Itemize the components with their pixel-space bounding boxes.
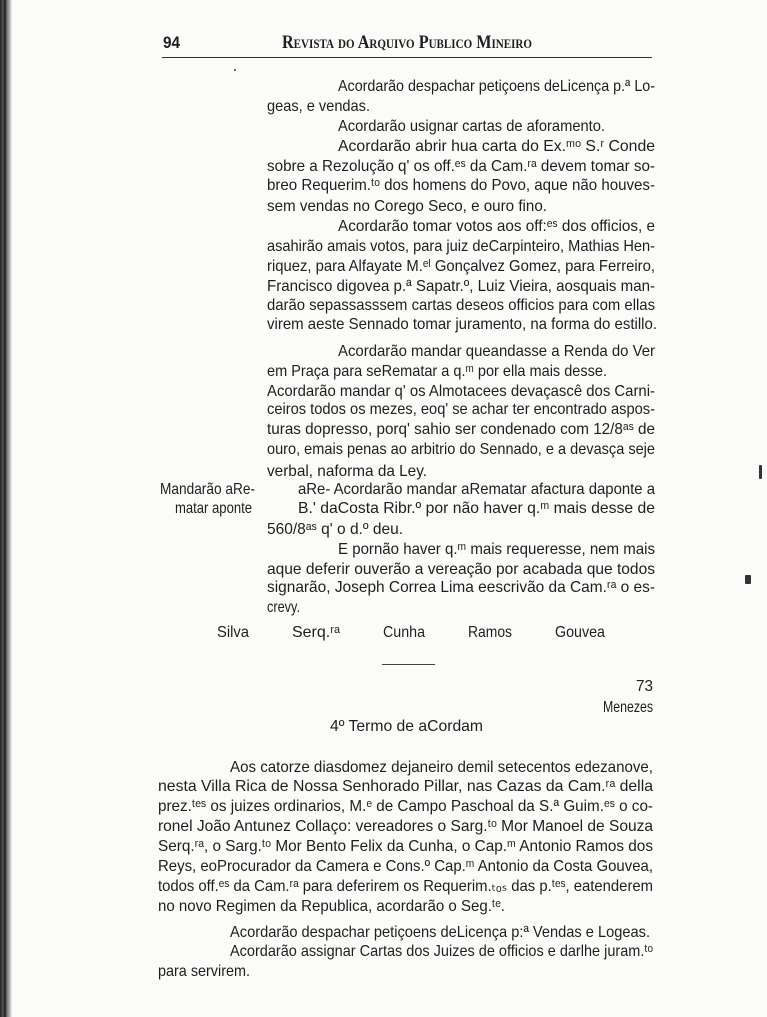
text-line: sem vendas no Corego Seco, e ouro fino. [267, 198, 547, 215]
text-line: aque deferir ouverão a vereação por acabada que todos [267, 561, 655, 578]
text-line: verbal, naforma da Ley. [267, 463, 427, 480]
text-line: Serq.ʳᵃ, o Sarg.ᵗᵒ Mor Bento Felix da Cunha, o Cap.ᵐ Antonio Ramos dos [158, 838, 653, 855]
signature: Ramos [468, 624, 512, 641]
folio-name: Menezes [603, 699, 653, 716]
signature: Silva [217, 624, 249, 641]
text-line: turas dopresso, porq' sahio ser condenado com 12/8ᵃˢ de [267, 421, 655, 438]
text-line: ceiros todos os mezes, eoq' se achar ter encontrado aspos- [267, 401, 655, 418]
scan-mark [745, 575, 751, 584]
margin-note-line: matar aponte [175, 500, 252, 517]
text-line: Aos catorze diasdomez dejaneiro demil setecentos edezanove, [230, 759, 653, 776]
scan-edge [0, 0, 12, 1017]
text-line: Acordarão assignar Cartas dos Juizes de officios e darlhe juram.ᵗᵒ [230, 943, 653, 960]
text-line: Francisco digovea p.ª Sapatr.º, Luiz Vieira, aosquais man- [267, 278, 655, 295]
text-line: B.' daCosta Ribr.º por não haver q.ᵐ mais desse de [298, 500, 655, 517]
text-line: todos off.ᵉˢ da Cam.ʳᵃ para deferirem os Requerim.ₜₒₛ das p.ᵗᵉˢ, eatenderem [158, 878, 653, 895]
text-line: virem aeste Sennado tomar juramento, na forma do estillo. [267, 316, 657, 333]
text-line: sobre a Rezolução q' os off.ᵉˢ da Cam.ʳᵃ devem tomar so- [267, 158, 655, 175]
scan-mark [759, 465, 762, 479]
page-number: 94 [163, 33, 180, 52]
text-line: ronel João Antunez Collaço: vereadores o Sarg.ᵗᵒ Mor Manoel de Souza [158, 818, 653, 835]
section-2-title: 4º Termo de aCordam [330, 718, 483, 735]
running-header-title: Revista do Arquivo Publico Mineiro [282, 32, 532, 53]
text-line: Acordarão mandar q' os Almotacees devaçascê dos Carni- [267, 383, 655, 400]
text-line: Acordarão despachar petiçoens deLicença p.ª Lo- [338, 78, 655, 95]
margin-note-line: Mandarão aRe- [160, 481, 255, 498]
text-line: ouro, emais penas ao arbitrio do Sennado, e a devasça seje [267, 441, 655, 458]
text-line: signarão, Joseph Correa Lima eescrivão da Cam.ʳᵃ o es- [267, 579, 655, 596]
folio-number: 73 [636, 678, 653, 695]
text-line: crevy. [267, 599, 300, 616]
text-line: Acordarão despachar petiçoens deLicença p:ª Vendas e Logeas. [230, 924, 650, 941]
text-line: prez.ᵗᵉˢ os juizes ordinarios, M.ᵉ de Campo Paschoal da S.ª Guim.ᵉˢ o co- [158, 798, 653, 815]
text-line: breo Requerim.ᵗᵒ dos homens do Povo, aque não houves- [267, 177, 655, 194]
text-line: Reys, eoProcurador da Camera e Cons.º Cap.ᵐ Antonio da Costa Gouvea, [158, 858, 653, 875]
text-line: riquez, para Alfayate M.ᵉˡ Gonçalvez Gomez, para Ferreiro, [267, 258, 655, 275]
text-line: aRe- Acordarão mandar aRematar afactura daponte a [298, 481, 655, 498]
text-line: Acordarão mandar queandasse a Renda do Ver [338, 343, 655, 360]
text-line: em Praça para seRematar a q.ᵐ por ella mais desse. [267, 363, 607, 380]
scan-mark [234, 69, 236, 71]
text-line: Acordarão abrir hua carta do Ex.ᵐᵒ S.ʳ Conde [338, 138, 655, 155]
signature: Gouvea [555, 624, 605, 641]
text-line: E pornão haver q.ᵐ mais requeresse, nem mais [338, 541, 655, 558]
section-divider [382, 664, 435, 665]
text-line: 560/8ᵃˢ q' o d.º deu. [267, 521, 403, 538]
text-line: Acordarão usignar cartas de aforamento. [338, 118, 605, 135]
header-rule [162, 57, 652, 58]
signature: Cunha [383, 624, 425, 641]
text-line: para servirem. [158, 963, 250, 980]
text-line: geas, e vendas. [267, 98, 370, 115]
text-line: asahirão amais votos, para juiz deCarpinteiro, Mathias Hen- [267, 238, 655, 255]
text-line: nesta Villa Rica de Nossa Senhorado Pillar, nas Cazas da Cam.ʳᵃ della [158, 778, 653, 795]
text-line: no novo Regimen da Republica, acordarão o Seg.ᵗᵉ. [158, 898, 505, 915]
text-line: Acordarão tomar votos aos off:ᵉˢ dos officios, e [338, 218, 655, 235]
signature: Serq.ʳᵃ [292, 624, 340, 641]
text-line: darão sepassasssem cartas deseos officios para com ellas [267, 297, 655, 314]
